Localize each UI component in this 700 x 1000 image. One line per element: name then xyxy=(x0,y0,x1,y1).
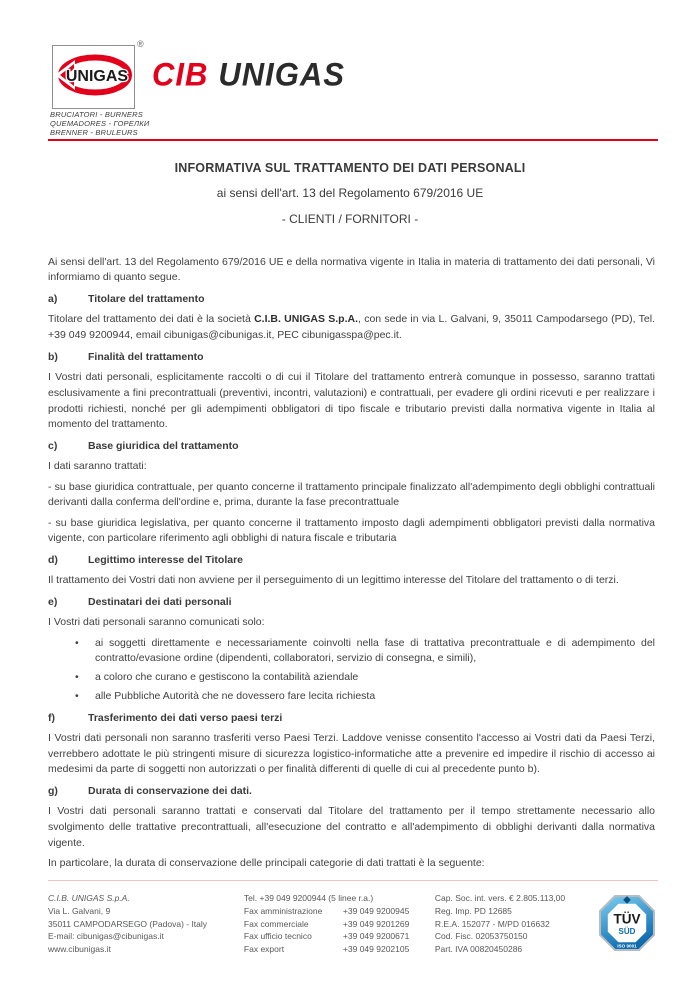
fax-label: Fax commerciale xyxy=(243,918,309,929)
section-title: Durata di conservazione dei dati. xyxy=(88,785,252,797)
document-body xyxy=(48,250,655,876)
svg-text:SÜD: SÜD xyxy=(618,927,636,936)
fax-label: Fax amministrazione xyxy=(243,905,323,916)
section-letter: a) xyxy=(48,293,58,305)
section-b-body: I Vostri dati personali, esplicitamente raccolti o di cui il Titolare del trattamento entrerà comunque in possesso, saranno trattati esclusivamente a fini precontrattuali (preventivi, incontri, valutazioni) e contrattuali, per evadere gli ordini ricevuti e per realizzare i prodotti richiesti, nonché per gli adempimenti obbligatori di tipo fiscale e tributario previsti dalla normativa vigente in Italia al momento del trattamento. xyxy=(48,371,655,431)
section-heading-f xyxy=(48,711,655,727)
tuv-octagon-icon xyxy=(596,892,658,958)
registry-line: Part. IVA 00820450286 xyxy=(434,944,523,955)
footer-email: E-mail: cibunigas@cibunigas.it xyxy=(48,931,164,942)
fax-number: +39 049 9201269 xyxy=(342,918,410,929)
section-c-paragraph: - su base giuridica contrattuale, per quanto concerne il trattamento principale finalizzato all'adempimento degli obblighi contrattuali derivanti dalla conferma dell'ordine e, prima, durante la fase precontrattuale xyxy=(48,480,655,509)
section-letter: f) xyxy=(48,711,55,724)
svg-text:UNIGAS: UNIGAS xyxy=(65,68,129,85)
footer-telephone: Tel. +39 049 9200944 (5 linee r.a.) xyxy=(243,893,374,903)
brand-cib: CIB xyxy=(152,56,209,93)
list-item xyxy=(48,689,655,705)
section-letter: d) xyxy=(48,554,58,566)
fax-number: +39 049 9200945 xyxy=(342,905,410,916)
section-letter: e) xyxy=(48,596,58,608)
section-heading-e xyxy=(48,595,655,611)
section-c-paragraph: I dati saranno trattati: xyxy=(48,460,147,473)
section-letter: g) xyxy=(48,785,58,797)
text-run: Titolare del trattamento dei dati è la società xyxy=(48,313,255,326)
bullet-icon: • xyxy=(75,636,79,649)
intro-paragraph: Ai sensi dell'art. 13 del Regolamento 679/2016 UE e della normativa vigente in Italia in materia di trattamento dei dati personali, Vi informiamo di quanto segue. xyxy=(48,255,655,284)
section-heading-d xyxy=(48,553,655,569)
section-e-body: I Vostri dati personali saranno comunicati solo: xyxy=(48,616,265,629)
page-subtitle: ai sensi dell'art. 13 del Regolamento 679/2016 UE xyxy=(216,186,484,200)
tagline: BRENNER - BRULEURS xyxy=(50,127,138,137)
section-letter: c) xyxy=(48,440,58,452)
section-heading-c xyxy=(48,439,655,455)
svg-text:ISO 9001: ISO 9001 xyxy=(617,943,637,949)
registry-line: R.E.A. 152077 - M/PD 016632 xyxy=(434,918,550,929)
company-name-inline: C.I.B. UNIGAS S.p.A. xyxy=(254,313,359,326)
section-c-paragraph: - su base giuridica legislativa, per quanto concerne il trattamento imposto dagli adempimenti obbligatori previsti dalla normativa vigente, con particolare riferimento agli obblighi di natura fiscale e tributaria xyxy=(48,516,655,545)
tagline: BRUCIATORI - BURNERS xyxy=(50,110,143,119)
footer-registry-block xyxy=(435,892,596,956)
section-title: Legittimo interesse del Titolare xyxy=(88,554,244,566)
footer-fax-table xyxy=(244,905,435,956)
section-d-body: Il trattamento dei Vostri dati non avviene per il perseguimento di un legittimo interesse del Titolare del trattamento o di terzi. xyxy=(48,574,619,587)
section-letter: b) xyxy=(48,350,58,363)
footer-address: Via L. Galvani, 9 xyxy=(48,905,111,916)
footer-contacts-block xyxy=(244,892,435,956)
brand-unigas: UNIGAS xyxy=(218,56,345,93)
list-item xyxy=(48,670,655,686)
fax-label: Fax export xyxy=(243,944,285,955)
registry-line: Cod. Fisc. 02053750150 xyxy=(434,931,528,942)
unigas-swoosh-icon xyxy=(53,46,134,108)
svg-text:TÜV: TÜV xyxy=(613,911,641,927)
fax-number: +39 049 9200671 xyxy=(342,931,410,942)
footer-website: www.cibunigas.it xyxy=(48,944,111,955)
section-heading-g xyxy=(48,784,655,800)
brand-taglines xyxy=(50,111,149,137)
brand-wordmark xyxy=(152,56,345,94)
section-title: Trasferimento dei dati verso paesi terzi xyxy=(88,711,283,724)
header-divider xyxy=(48,139,658,141)
list-item-text: a coloro che curano e gestiscono la contabilità aziendale xyxy=(95,671,359,683)
registered-trademark-icon: ® xyxy=(137,39,144,49)
section-a-body xyxy=(48,312,655,344)
audience-line: - CLIENTI / FORNITORI - xyxy=(281,212,419,226)
footer xyxy=(48,880,658,958)
section-g-paragraph: In particolare, la durata di conservazione delle principali categorie di dati trattati è la seguente: xyxy=(48,857,485,869)
section-title: Destinatari dei dati personali xyxy=(88,596,232,608)
list-item-text: alle Pubbliche Autorità che ne dovessero fare lecita richiesta xyxy=(95,689,376,702)
text-run: , con sede in via L. Galvani, 9, 35011 Campodarsego (PD), Tel. +39 049 9200944, email cibunigas@cibunigas.it, PEC cibunigasspa@pec.it. xyxy=(48,313,655,341)
registry-line: Reg. Imp. PD 12685 xyxy=(434,905,512,916)
section-heading-b xyxy=(48,350,655,366)
fax-label: Fax ufficio tecnico xyxy=(243,931,312,942)
list-item-text: ai soggetti direttamente e necessariamente coinvolti nella fase di trattativa precontrattuale e di adempimento del contratto/evasione ordine (dipendenti, collaboratori, servizio di consegna, e simili), xyxy=(95,636,655,665)
section-title: Base giuridica del trattamento xyxy=(88,440,239,452)
fax-number: +39 049 9202105 xyxy=(342,944,410,955)
list-item xyxy=(48,636,655,668)
page-title: INFORMATIVA SUL TRATTAMENTO DEI DATI PERSONALI xyxy=(174,161,526,175)
section-heading-a xyxy=(48,292,655,308)
section-f-body: I Vostri dati personali non saranno trasferiti verso Paesi Terzi. Laddove venisse consentito l'accesso ai Vostri dati da Paesi Terzi, verrebbero adottate le più stringenti misure di sicurezza logistico-informatiche atte a prevenire ed impedire il rischio di accesso ai medesimi da parte di soggetti non autorizzati o per finalità differenti di quelle di cui al precedente punto b). xyxy=(48,731,655,776)
bullet-icon: • xyxy=(75,689,79,702)
bullet-icon: • xyxy=(75,671,79,683)
footer-company-block xyxy=(48,892,244,956)
footer-address: 35011 CAMPODARSEGO (Padova) - Italy xyxy=(48,918,208,929)
unigas-logo xyxy=(52,45,135,109)
tuv-sud-iso9001-badge xyxy=(596,892,658,958)
title-block xyxy=(0,161,700,226)
registry-line: Cap. Soc. int. vers. € 2.805.113,00 xyxy=(434,893,566,903)
section-title: Titolare del trattamento xyxy=(88,293,205,305)
section-title: Finalità del trattamento xyxy=(88,350,204,363)
section-g-paragraph: I Vostri dati personali saranno trattati e conservati dal Titolare del trattamento per il tempo strettamente necessario allo svolgimento delle trattative precontrattuali, all'esecuzione del contratto e all'adempimento di obblighi derivanti dalla normativa vigente. xyxy=(48,805,655,849)
tagline: QUEMADORES - ГОРЕЛКИ xyxy=(50,118,150,128)
footer-company-name: C.I.B. UNIGAS S.p.A. xyxy=(48,893,130,903)
